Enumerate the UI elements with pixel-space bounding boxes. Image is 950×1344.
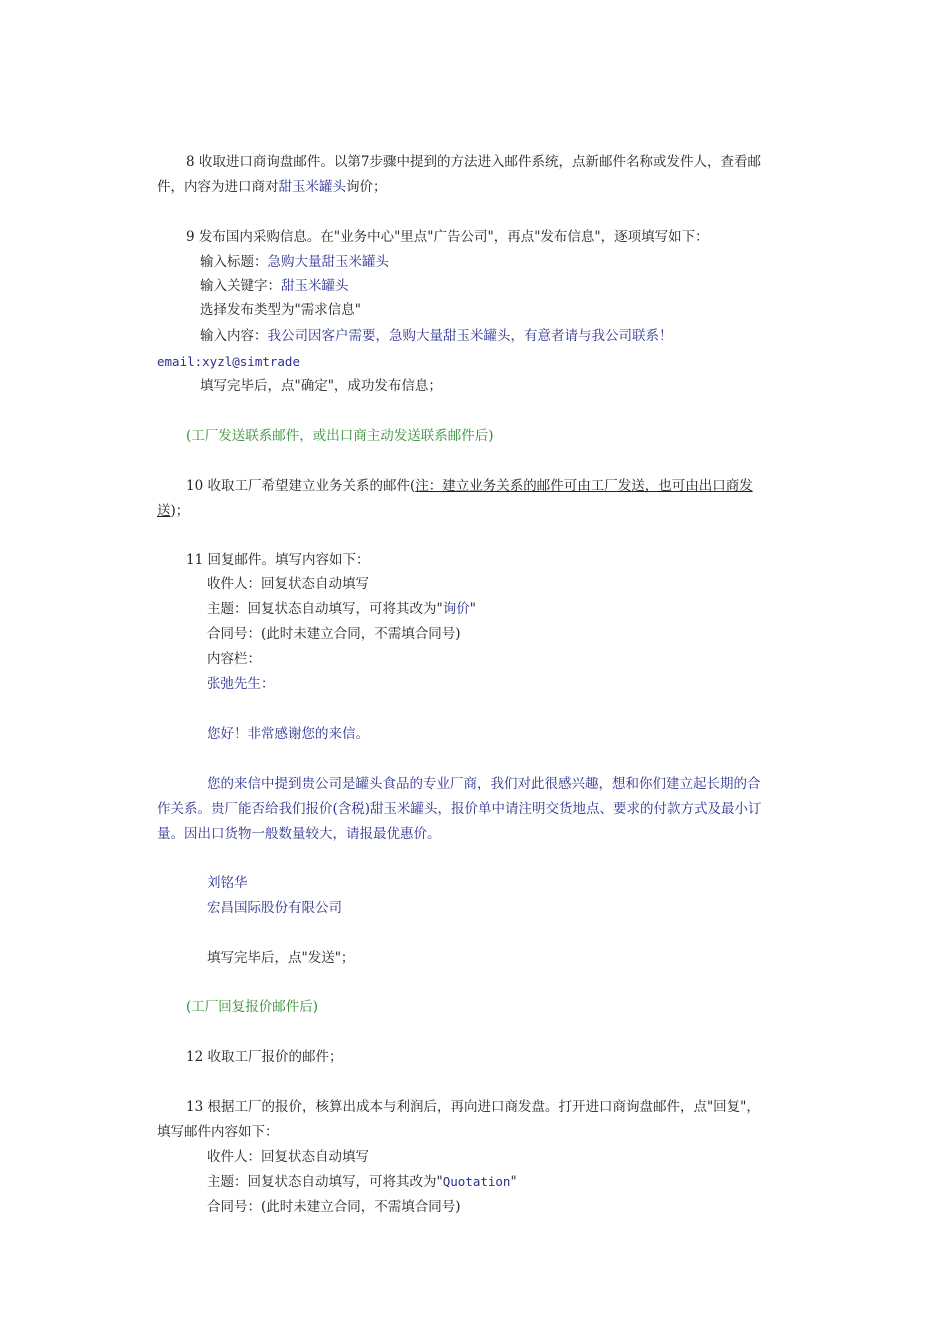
letter-paragraph-line-3: 量。因出口货物一般数量较大，请报最优惠价。	[157, 826, 441, 842]
input-content-line: 输入内容：我公司因客户需要，急购大量甜玉米罐头，有意者请与我公司联系！	[200, 328, 673, 344]
note-factory-quote: (工厂回复报价邮件后)	[186, 999, 319, 1015]
step-9-done: 填写完毕后，点"确定"，成功发布信息；	[200, 378, 442, 394]
letter-salutation: 张弛先生：	[207, 676, 275, 692]
step-12-heading: 12 收取工厂报价的邮件；	[186, 1049, 343, 1065]
step-10-note: 注：建立业务关系的邮件可由工厂发送，也可由出口商发	[415, 478, 753, 494]
step-13-subject: 主题：回复状态自动填写，可将其改为"Quotation"	[207, 1174, 517, 1190]
step-11-done: 填写完毕后，点"发送"；	[207, 950, 355, 966]
step-11-recipient: 收件人：回复状态自动填写	[207, 576, 369, 592]
step-8-line-2: 件，内容为进口商对甜玉米罐头询价；	[157, 179, 387, 195]
step-13-line-1: 13 根据工厂的报价，核算出成本与利润后，再向进口商发盘。打开进口商询盘邮件，点"回复"，	[186, 1099, 760, 1115]
step-11-subject: 主题：回复状态自动填写，可将其改为"询价"	[207, 601, 476, 617]
step-13-contract: 合同号：(此时未建立合同，不需填合同号)	[207, 1199, 461, 1215]
step-10-line-2: 送)；	[157, 503, 190, 519]
step-11-contract: 合同号：(此时未建立合同，不需填合同号)	[207, 626, 461, 642]
input-keyword-line: 输入关键字：甜玉米罐头	[200, 278, 349, 294]
letter-signature-name: 刘铭华	[207, 875, 248, 891]
letter-paragraph-line-2: 作关系。贵厂能否给我们报价(含税)甜玉米罐头，报价单中请注明交货地点、要求的付款方式及最小订	[157, 801, 762, 817]
step-11-heading: 11 回复邮件。填写内容如下：	[186, 552, 370, 568]
letter-greeting: 您好！非常感谢您的来信。	[207, 726, 369, 742]
contact-email: email:xyzl@simtrade	[157, 354, 300, 369]
step-11-body-label: 内容栏：	[207, 651, 261, 667]
step-13-line-2: 填写邮件内容如下：	[157, 1124, 279, 1140]
publish-type-line: 选择发布类型为"需求信息"	[200, 302, 361, 318]
input-title-line: 输入标题：急购大量甜玉米罐头	[200, 254, 389, 270]
step-8-line-1: 8 收取进口商询盘邮件。以第7步骤中提到的方法进入邮件系统，点新邮件名称或发件人，查看邮	[186, 154, 761, 170]
letter-signature-company: 宏昌国际股份有限公司	[207, 900, 342, 916]
note-factory-contact: (工厂发送联系邮件，或出口商主动发送联系邮件后)	[186, 428, 494, 444]
letter-paragraph-line-1: 您的来信中提到贵公司是罐头食品的专业厂商，我们对此很感兴趣，想和你们建立起长期的合	[207, 776, 761, 792]
step-9-heading: 9 发布国内采购信息。在"业务中心"里点"广告公司"，再点"发布信息"，逐项填写如下：	[186, 229, 709, 245]
step-10-line-1: 10 收取工厂希望建立业务关系的邮件(注：建立业务关系的邮件可由工厂发送，也可由出口商发	[186, 478, 753, 494]
step-13-recipient: 收件人：回复状态自动填写	[207, 1149, 369, 1165]
product-name: 甜玉米罐头	[278, 179, 346, 195]
